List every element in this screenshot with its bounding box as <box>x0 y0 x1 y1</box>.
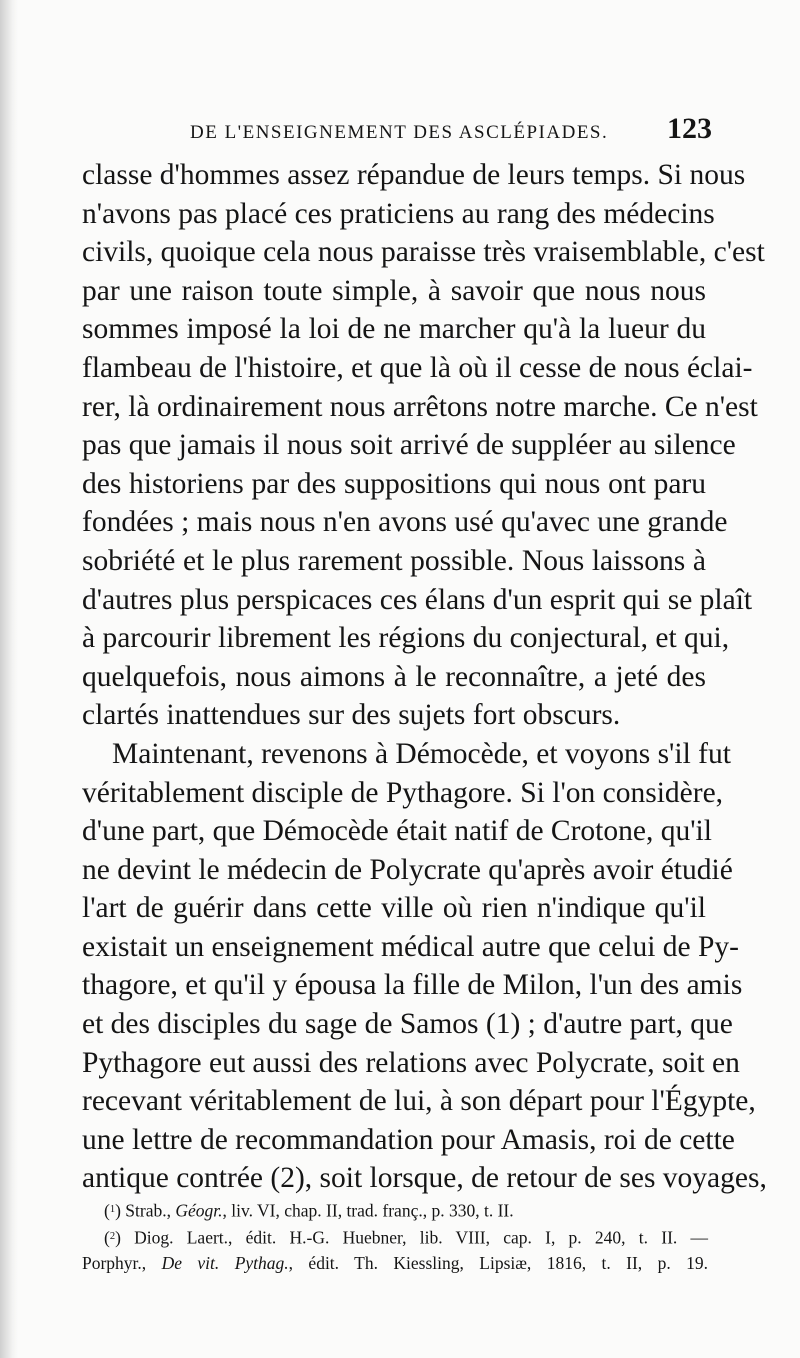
text-line: sommes imposé la loi de ne marcher qu'à la lueur du <box>82 313 706 346</box>
footnote-reference: , liv. VI, chap. II, trad. franç., p. 330, t. II. <box>222 1200 514 1221</box>
text-line: pas que jamais il nous soit arrivé de suppléer au silence <box>82 429 736 462</box>
text-line: n'avons pas placé ces praticiens au rang des médecins <box>82 197 715 230</box>
text-line: une lettre de recommandation pour Amasis, roi de cette <box>82 1123 735 1156</box>
running-head: DE L'ENSEIGNEMENT DES ASCLÉPIADES. <box>190 122 609 143</box>
footnote-1: ($^1$) Strab., Géogr., liv. VI, chap. II, trad. franç., p. 330, t. II. <box>104 1200 514 1221</box>
text-line: thagore, et qu'il y épousa la fille de Milon, l'un des amis <box>82 969 743 1002</box>
page-number: 123 <box>667 112 712 145</box>
text-line: d'autres plus perspicaces ces élans d'un esprit qui se plaît <box>82 583 753 616</box>
text-line: par une raison toute simple, à savoir que nous nous <box>82 274 706 307</box>
text-line: véritablement disciple de Pythagore. Si l'on considère, <box>82 776 724 809</box>
text-line: à parcourir librement les régions du conjectural, et qui, <box>82 622 730 655</box>
text-line: quelquefois, nous aimons à le reconnaître, a jeté des <box>82 660 706 693</box>
text-line: flambeau de l'histoire, et que là où il cesse de nous éclai- <box>82 351 753 384</box>
text-line: sobriété et le plus rarement possible. Nous laissons à <box>82 544 706 577</box>
footnote-reference: Diog. Laert., édit. H.-G. Huebner, lib. VIII, cap. I, p. 240, t. II. — <box>134 1227 709 1248</box>
page-header <box>82 112 714 152</box>
paragraph-first-line: Maintenant, revenons à Démocède, et voyons s'il fut <box>112 737 731 770</box>
text-line: existait un enseignement médical autre que celui de Py- <box>82 930 739 963</box>
footnote-marker: 2 <box>109 1231 116 1242</box>
text-line: antique contrée (2), soit lorsque, de retour de ses voyages, <box>82 1162 767 1195</box>
footnote-reference: , édit. Th. Kiessling, Lipsiæ, 1816, t. II, p. 19. <box>288 1253 708 1273</box>
text-line: recevant véritablement de lui, à son départ pour l'Égypte, <box>82 1085 756 1118</box>
text-line: d'une part, que Démocède était natif de Crotone, qu'il <box>82 815 712 848</box>
paragraph-last-line: clartés inattendues sur des sujets fort obscurs. <box>82 699 621 732</box>
footnote-work-title: Géogr. <box>175 1200 223 1221</box>
text-line: rer, là ordinairement nous arrêtons notre marche. Ce n'est <box>82 390 758 423</box>
footnote-work-title: De vit. Pythag. <box>161 1253 289 1273</box>
footnote-marker: 1 <box>109 1204 116 1215</box>
footnote-2: ($^2$) Diog. Laert., édit. H.-G. Huebner, lib. VIII, cap. I, p. 240, t. II. — <box>104 1227 709 1248</box>
footnote-2-continuation <box>82 1250 708 1277</box>
text-line: et des disciples du sage de Samos (1) ; d'autre part, que <box>82 1008 733 1041</box>
page-edge-shadow <box>0 0 18 1358</box>
text-line: fondées ; mais nous n'en avons usé qu'avec une grande <box>82 506 728 539</box>
text-line: civils, quoique cela nous paraisse très vraisemblable, c'est <box>82 236 765 269</box>
text-line: Pythagore eut aussi des relations avec Polycrate, soit en <box>82 1046 740 1079</box>
text-line: classe d'hommes assez répandue de leurs temps. Si nous <box>82 159 746 191</box>
text-line: ne devint le médecin de Polycrate qu'après avoir étudié <box>82 853 733 886</box>
footnotes <box>82 1196 708 1277</box>
body-text <box>82 156 767 1198</box>
footnote-author: Strab., <box>125 1200 176 1221</box>
text-line: des historiens par des suppositions qui nous ont paru <box>82 467 706 500</box>
footnote-author: Porphyr., <box>82 1253 162 1273</box>
text-line: l'art de guérir dans cette ville où rien n'indique qu'il <box>82 892 706 925</box>
